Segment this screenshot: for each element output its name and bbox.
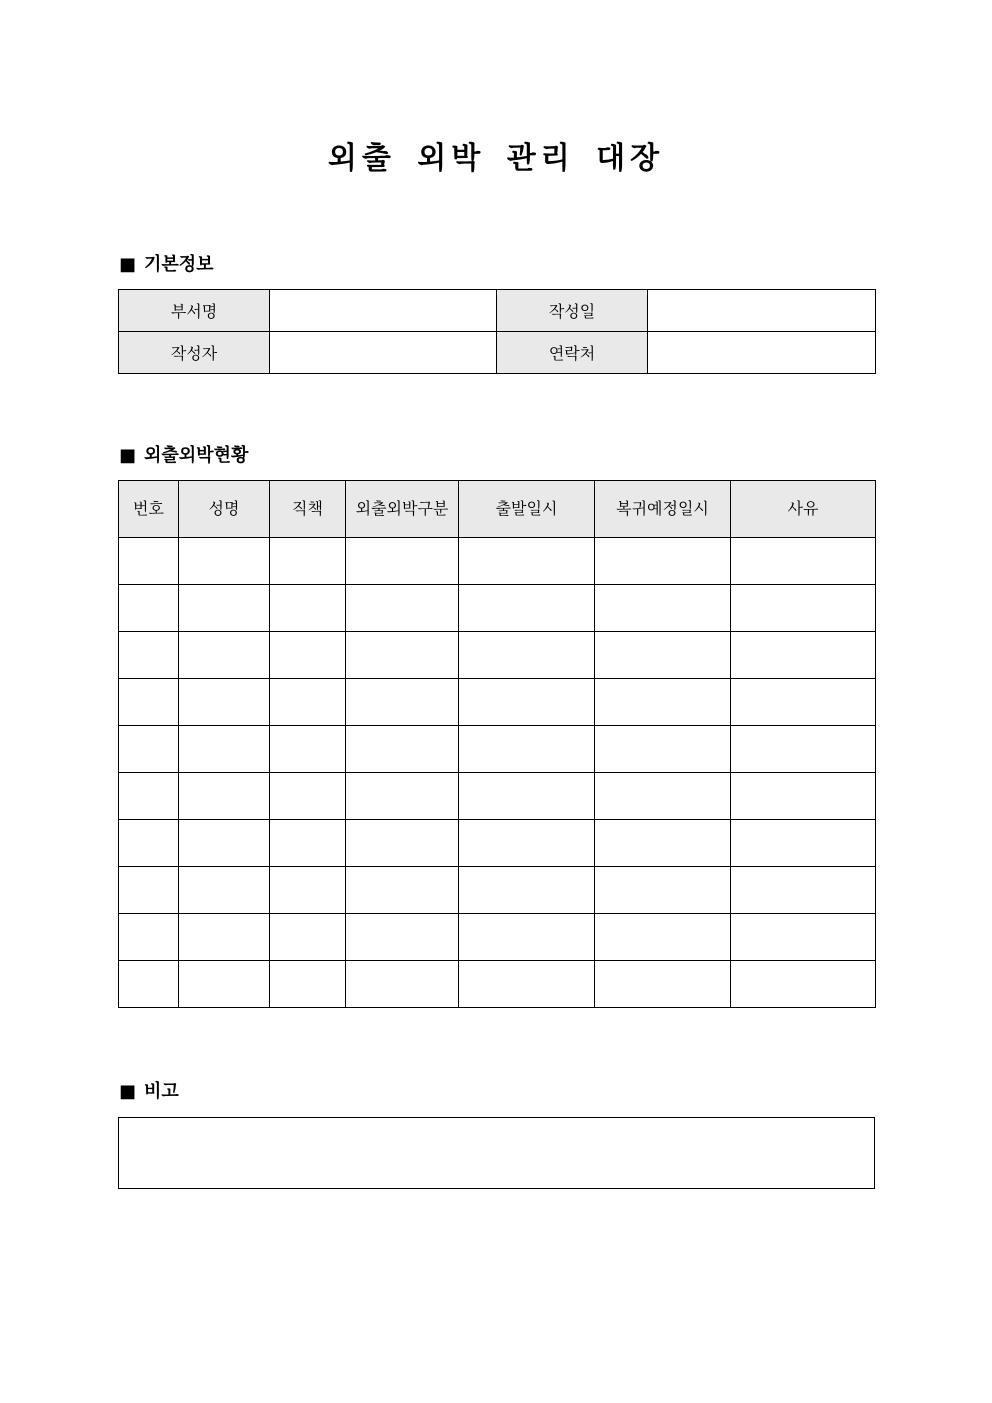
table-cell[interactable] [595,867,731,914]
table-cell[interactable] [595,726,731,773]
basic-info-table [118,289,876,374]
table-cell[interactable] [595,585,731,632]
table-cell[interactable] [459,679,595,726]
table-cell[interactable] [595,961,731,1008]
table-cell[interactable] [595,820,731,867]
department-field[interactable] [270,290,497,332]
table-cell[interactable] [270,961,346,1008]
table-cell[interactable] [179,820,270,867]
table-cell[interactable] [346,679,459,726]
document-title: 외출 외박 관리 대장 [327,141,665,176]
table-cell[interactable] [595,679,731,726]
table-cell[interactable] [731,820,876,867]
table-cell[interactable] [270,914,346,961]
table-cell[interactable] [459,961,595,1008]
table-row [119,726,876,773]
table-row [119,585,876,632]
column-header-reason: 사유 [731,481,876,538]
contact-label: 연락처 [497,332,648,374]
table-row [119,632,876,679]
table-cell[interactable] [731,679,876,726]
table-row [119,332,876,374]
table-cell[interactable] [119,538,179,585]
table-cell[interactable] [731,632,876,679]
table-cell[interactable] [179,585,270,632]
table-cell[interactable] [119,867,179,914]
table-cell[interactable] [459,585,595,632]
table-cell[interactable] [459,773,595,820]
section-title: 외출외박현황 [144,445,249,466]
table-cell[interactable] [731,726,876,773]
table-row [119,773,876,820]
table-row [119,961,876,1008]
table-cell[interactable] [179,961,270,1008]
table-cell[interactable] [119,726,179,773]
column-header-departure: 출발일시 [459,481,595,538]
table-row [119,867,876,914]
column-header-position: 직책 [270,481,346,538]
table-cell[interactable] [119,914,179,961]
table-cell[interactable] [595,914,731,961]
table-cell[interactable] [270,867,346,914]
table-cell[interactable] [346,585,459,632]
table-cell[interactable] [119,585,179,632]
table-cell[interactable] [346,632,459,679]
table-cell[interactable] [595,538,731,585]
table-cell[interactable] [179,867,270,914]
table-cell[interactable] [270,726,346,773]
column-header-return: 복귀예정일시 [595,481,731,538]
section-title: 비고 [144,1081,179,1102]
table-cell[interactable] [346,773,459,820]
square-bullet-icon: ■ [119,445,137,466]
table-cell[interactable] [270,820,346,867]
table-row [119,679,876,726]
table-row [119,914,876,961]
table-cell[interactable] [270,632,346,679]
table-cell[interactable] [270,538,346,585]
section-heading-remarks [119,1080,179,1104]
table-cell[interactable] [459,632,595,679]
department-label: 부서명 [119,290,270,332]
table-header-row [119,481,876,538]
table-cell[interactable] [459,867,595,914]
square-bullet-icon: ■ [119,1081,137,1102]
table-cell[interactable] [179,726,270,773]
remarks-field[interactable] [118,1117,875,1189]
outing-status-table [118,480,876,1008]
table-cell[interactable] [179,632,270,679]
table-cell[interactable] [595,632,731,679]
date-written-field[interactable] [648,290,876,332]
table-row [119,538,876,585]
date-written-label: 작성일 [497,290,648,332]
section-heading-status [119,444,248,468]
author-label: 작성자 [119,332,270,374]
table-cell[interactable] [459,726,595,773]
table-cell[interactable] [346,961,459,1008]
table-cell[interactable] [270,585,346,632]
table-cell[interactable] [459,538,595,585]
table-cell[interactable] [119,961,179,1008]
table-cell[interactable] [270,773,346,820]
table-cell[interactable] [119,773,179,820]
table-cell[interactable] [119,679,179,726]
table-cell[interactable] [731,773,876,820]
table-cell[interactable] [179,914,270,961]
section-heading-basic-info [119,253,214,277]
author-field[interactable] [270,332,497,374]
table-cell[interactable] [270,679,346,726]
table-cell[interactable] [119,632,179,679]
table-cell[interactable] [346,538,459,585]
table-cell[interactable] [179,773,270,820]
table-cell[interactable] [595,773,731,820]
column-header-number: 번호 [119,481,179,538]
table-row [119,820,876,867]
table-body [119,538,876,1008]
table-cell[interactable] [179,538,270,585]
table-cell[interactable] [731,585,876,632]
table-cell[interactable] [731,538,876,585]
table-cell[interactable] [119,820,179,867]
table-cell[interactable] [346,820,459,867]
square-bullet-icon: ■ [119,254,137,275]
table-cell[interactable] [731,961,876,1008]
table-cell[interactable] [346,726,459,773]
contact-field[interactable] [648,332,876,374]
table-cell[interactable] [459,820,595,867]
table-cell[interactable] [731,867,876,914]
table-cell[interactable] [346,867,459,914]
table-cell[interactable] [459,914,595,961]
section-title: 기본정보 [144,254,214,275]
table-row [119,290,876,332]
column-header-name: 성명 [179,481,270,538]
table-cell[interactable] [179,679,270,726]
table-cell[interactable] [346,914,459,961]
column-header-type: 외출외박구분 [346,481,459,538]
table-cell[interactable] [731,914,876,961]
